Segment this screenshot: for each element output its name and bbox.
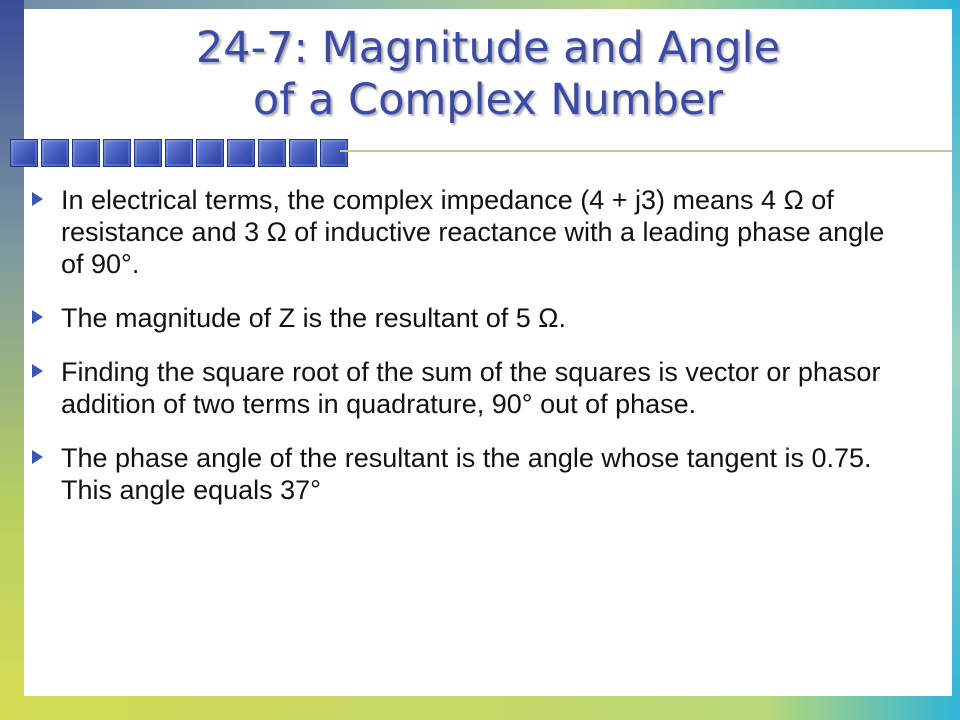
bullet-text: The phase angle of the resultant is the angle whose tangent is 0.75. This angle equals 37° xyxy=(61,443,872,505)
bullet-text: Finding the square root of the sum of the squares is vector or phasor addition of two terms in quadrature, 90° out of phase. xyxy=(61,357,881,419)
decorative-square xyxy=(134,139,162,167)
bullet-text: In electrical terms, the complex impedance (4 + j3) means 4 Ω of resistance and 3 Ω of inductive reactance with a leading phase angle of 90°. xyxy=(61,185,885,279)
bullet-arrow-icon xyxy=(32,192,43,206)
frame-top xyxy=(0,0,960,9)
frame-bottom xyxy=(0,696,960,720)
decorative-square xyxy=(165,139,193,167)
decorative-square xyxy=(41,139,69,167)
decorative-squares-bar xyxy=(10,139,348,169)
bullet-item xyxy=(32,184,900,280)
decorative-square xyxy=(72,139,100,167)
slide-title-line-1: 24-7: Magnitude and Angle xyxy=(195,23,781,73)
decorative-square xyxy=(196,139,224,167)
slide-title xyxy=(24,22,952,126)
slide-title-line-2: of a Complex Number xyxy=(252,75,724,125)
bullet-arrow-icon xyxy=(32,364,43,378)
decorative-square xyxy=(103,139,131,167)
decorative-square xyxy=(10,139,38,167)
bullet-list xyxy=(32,184,900,528)
bullet-item xyxy=(32,302,900,334)
frame-right xyxy=(952,0,960,720)
decorative-square xyxy=(289,139,317,167)
bullet-item xyxy=(32,442,900,506)
decorative-square xyxy=(258,139,286,167)
bullet-item xyxy=(32,356,900,420)
decorative-square xyxy=(320,139,348,167)
bullet-text: The magnitude of Z is the resultant of 5 Ω. xyxy=(61,303,566,333)
decorative-square xyxy=(227,139,255,167)
bullet-arrow-icon xyxy=(32,310,43,324)
title-underline-rule xyxy=(340,150,952,152)
frame-left xyxy=(0,0,24,720)
bullet-arrow-icon xyxy=(32,450,43,464)
